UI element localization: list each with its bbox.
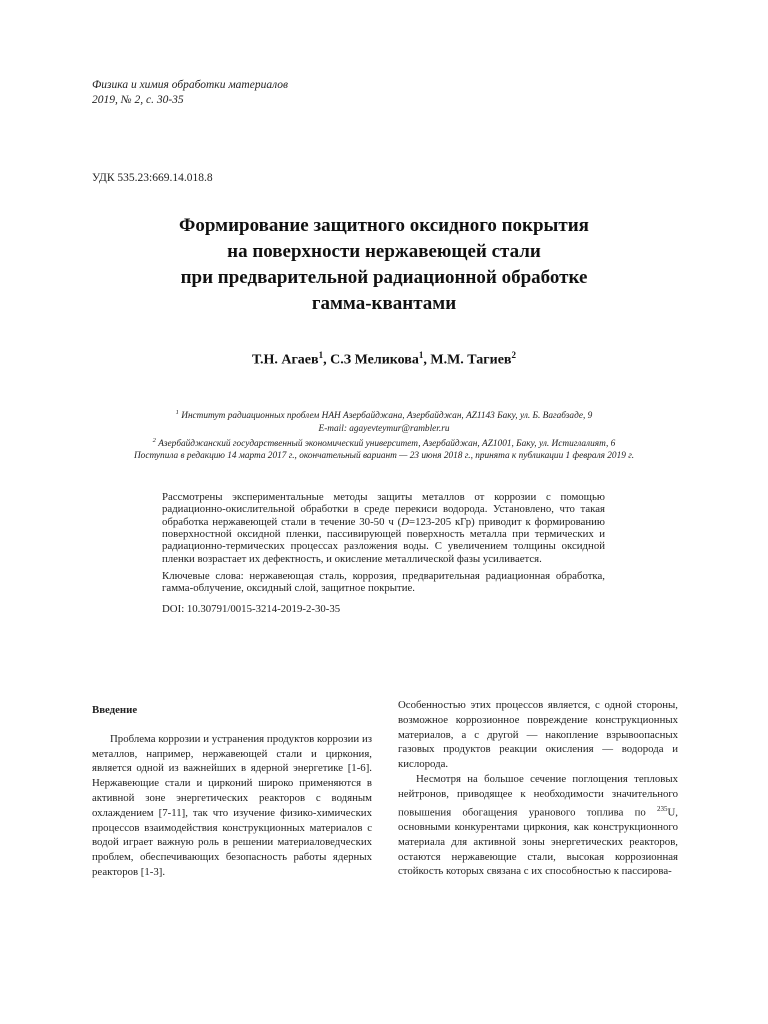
paragraph-text-part: Несмотря на большое сечение поглощения тепловых нейтронов, приводящее к необходимости значительного повышения обогащения уранового топлива по (398, 772, 678, 819)
author-name: С.З Меликова (330, 352, 419, 368)
author-affiliation-mark: 1 (418, 350, 424, 360)
section-heading: Введение (92, 704, 138, 716)
article-title (60, 213, 708, 317)
contact-email: E-mail: agayevteymur@rambler.ru (318, 423, 450, 434)
udk-code: УДК 535.23:669.14.018.8 (92, 172, 213, 184)
author-name: М.М. Тагиев (430, 352, 512, 368)
author-affiliation-mark: 2 (511, 350, 516, 360)
received-dates: Поступила в редакцию 14 марта 2017 г., окончательный вариант — 23 июня 2018 г., принята к публикации 1 февраля 2019 г. (133, 451, 635, 462)
abstract-text-part: Рассмотрены экспериментальные методы защиты металлов от коррозии с помощью радиационно-окислительной обработки в среде перекиси водорода. Установлено, что такая обработка нержавеющей стали в течение 30-50 ч ( (162, 491, 605, 528)
paragraph: Особенностью этих процессов является, с одной стороны, возможное коррозионное повреждение конструкционных материалов, а с другой — накопление взрывоопасных газовых продуктов реакции окисления — водорода и кислорода. (398, 699, 678, 771)
journal-issue: 2019, № 2, с. 30-35 (92, 94, 184, 106)
author-name: Т.Н. Агаев (252, 352, 319, 368)
journal-header (92, 78, 288, 108)
body-column-left (92, 703, 372, 880)
title-line: Формирование защитного оксидного покрытия (179, 215, 589, 236)
title-line: при предварительной радиационной обработке (180, 267, 588, 288)
keywords: Ключевые слова: нержавеющая сталь, коррозия, предварительная радиационная обработка, гамма-облучение, оксидный слой, защитное покрытие. (162, 570, 605, 595)
abstract-text (162, 491, 605, 565)
doi: DOI: 10.30791/0015-3214-2019-2-30-35 (162, 602, 341, 615)
author-list: Т.Н. Агаев$^1$, С.З Меликова$^1$, М.М. Тагиев$^2$ (252, 350, 516, 368)
isotope-symbol: U (667, 806, 676, 819)
paragraph-text-part: , основными конкурентами циркония, как конструкционного материала для активной зоны энергетических реакторов, остаются нержавеющие стали, высокая коррозионная стойкость которых связана с их способностью к пассирова- (398, 806, 678, 878)
abstract-text-part: =123-205 кГр) приводит к формированию поверхностной оксидной пленки, пассивирующей поверхность металла при термических и радиационно-термических процессах разложения воды. С увеличением толщины оксидной пленки возрастает их дефектность, и окисление металлической фазы усиливается. (162, 515, 605, 565)
affiliation-mark: 2 (152, 436, 156, 444)
title-line: на поверхности нержавеющей стали (227, 241, 541, 262)
isotope-mass-number: 235 (656, 804, 668, 813)
paragraph (398, 772, 678, 879)
journal-name: Физика и химия обработки материалов (92, 79, 288, 91)
paragraph: Проблема коррозии и устранения продуктов коррозии из металлов, например, нержавеющей стали и циркония, является одной из важнейших в ядерной энергетике [1-6]. Нержавеющие стали и цирконий широко применяются в активной зоне энергетических реакторов с водяным охлаждением [7-11], так что изучение физико-химических процессов взаимодействия конструкционных материалов с водой играет важную роль в решении материаловедческих проблем, обеспечивающих безопасность работы ядерных реакторов [1-3]. (92, 732, 372, 878)
affiliation-2 (60, 435, 708, 451)
affiliations (60, 407, 708, 463)
affiliation-mark: 1 (175, 409, 179, 416)
title-line: гамма-квантами (311, 293, 457, 314)
dose-symbol: D (401, 515, 410, 528)
affiliation-text: Азербайджанский государственный экономический университет, Азербайджан, AZ1001, Баку, ул. Истиглалият, 6 (158, 439, 616, 449)
body-column-right (398, 698, 678, 879)
affiliation-text: Институт радиационных проблем НАН Азербайджана, Азербайджан, AZ1143 Баку, ул. Б. Вагабзаде, 9 (181, 411, 593, 422)
affiliation-1 (60, 407, 708, 423)
author-affiliation-mark: 1 (318, 350, 324, 360)
abstract-block (162, 491, 605, 615)
